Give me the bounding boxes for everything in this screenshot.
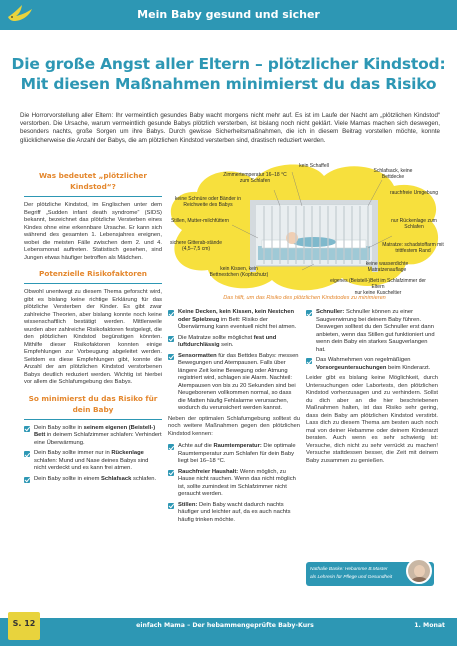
label-no-toys: nur keine Kuscheltier (354, 290, 402, 296)
crib-infographic (162, 160, 447, 295)
paragraph-conclusion: Leider gibt es bislang keine Möglichkeit, durch Untersuchungen oder Labortests, den plötzlichen Kindstod vorherzusagen und zu verhindern. Sollst du dich aber an die hier beschriebenen Maßnahmen halten, ist das Risiko sehr gering, dass dein Baby am plötzlichen Kindstod verstirbt. Lass dich zu diesem Thema am besten auch noch mal von deiner Hebamme oder deinem Kinderarzt beraten. Auch wenn es sehr schwierig ist: Versuche, dich nicht zu sehr verrückt zu machen! Versuche stattdessen besser, die Zeit mit deinem Baby zusammen zu genießen. (306, 375, 438, 464)
label-back-position: nur Rückenlage zum Schlafen (391, 218, 437, 230)
checkbox-icon (168, 354, 174, 360)
heading-minimize-risk: So minimierst du das Risiko für dein Baby (24, 393, 162, 420)
label-mattress: Matratze: schadstoffarm mit trittfestem Rand (382, 242, 444, 254)
paragraph-further-measures: Neben der optimalen Schlafumgebung solltest du noch weitere Maßnahmen gegen den plötzlichen Kindstod kennen: (168, 415, 300, 437)
headline-line-2: Mit diesen Maßnahmen minimierst du das Risiko (20, 75, 437, 93)
list-item: Die Matratze sollte möglichst fest und luftdurchlässig sein. (168, 335, 300, 350)
infographic-caption: Das hilft, um das Risiko des plötzlichen Kindstodes zu minimieren (223, 295, 386, 301)
heading-risk-factors: Potenzielle Risikofaktoren (24, 268, 162, 284)
checkbox-icon (168, 470, 174, 476)
list-item: Sensormatten für das Bettdes Babys: messen Bewegungen und Atempausen. Falls über längere Zeit keine Bewegung oder Atmung registriert wird, schlagen sie Alarm. Nachteil: Atempausen von bis zu 20 Sekunden sind bei Neugeborenen vollkommen normal, so dass die Matten häufig Fehlalarme verursachen, wodurch du verunsichert werden kannst. (168, 353, 300, 413)
list-item: Achte auf die Raumtemperatur: Die optimale Raumtemperatur zum Schlafen für dein Baby liegt bei 16–18 °C. (168, 443, 300, 466)
paragraph-sids-definition: Der plötzliche Kindstod, im Englischen unter dem Begriff „Sudden infant death syndrome“ (SIDS) bekannt, bezeichnet das plötzliche Versterben eines Kindes ohne eine erkennbare Ursache. Er kann sich während des gesamten 1. Lebensjahres ereignen, wobei die meisten Fälle zwischen dem 2. und 4. Lebensmonat auftreten. Statistisch gesehen, sind Jungen etwas häufiger betroffen als Mädchen. (24, 202, 162, 261)
label-bar-spacing: sichere Gitterab-stände (4,5–7,5 cm) (170, 240, 222, 252)
label-breastfeeding: Stillen, Mutter-milchfüttern (170, 218, 230, 224)
right-column (306, 307, 438, 470)
heading-what-is-sids: Was bedeutet „plötzlicher Kindstod“? (24, 170, 162, 197)
checkbox-icon (24, 477, 30, 483)
checkbox-icon (168, 310, 174, 316)
label-no-sheepskin: kein Schaffell (299, 163, 329, 169)
checklist-middle-top (168, 309, 300, 413)
list-item: Stillen: Dein Baby wacht dadurch nachts häufiger und leichter auf, da es auch nachts häufig trinken möchte. (168, 502, 300, 525)
list-item: Dein Baby sollte in einem Schlafsack schlafen. (24, 476, 162, 484)
section-title: Mein Baby gesund und sicher (137, 8, 320, 21)
author-credit (310, 566, 402, 581)
intro-paragraph: Die Horrorvorstellung aller Eltern: Ihr vermeintlich gesundes Baby wacht morgens nicht mehr auf. Es ist im Laufe der Nacht am „plötzlichen Kindstod“ verstorben. Die Ursache, warum vermeintlich gesunde Babys plötzlich versterben, ist bislang noch nicht geklärt. Viele Mamas machen sich deswegen, besonders nachts, große Sorgen um ihre Babys. Durch gewisse Sicherheitsmaßnahmen, die ich in diesem Beitrag vorstellen möchte, konnte glücklicherweise die Anzahl der Babys, die am plötzlichen Kindstod versterben sind, drastisch reduziert werden. (20, 112, 440, 144)
paragraph-risk-factors: Obwohl unentwegt zu diesem Thema geforscht wird, gibt es bislang keine richtige Erklärung für das plötzliche Versterben der Kinder. Es gibt zwar zahlreiche Theorien, aber bislang konnte noch keine wissenschaftlich bestätigt werden. Mittlerweile wurden aber zahlreiche Risikofaktoren festgelegt, die den plötzlichen Kindstod begünstigen könnten. Mithilfe dieser Risikofaktoren konnten einige Empfehlungen zur Vorbeugung abgeleitet werden. Seitdem es diese Empfehlungen gibt, konnte die Anzahl der am plötzlichen Kindstod verstorbenen Babys deutlich reduziert werden. Wichtig ist hierbei vor allem die Schlafumgebung des Babys. (24, 289, 162, 385)
list-item: Keine Decken, kein Kissen, kein Nestchen oder Spielzeug im Bett: Risiko der Überwärmung kann eventuell nicht frei atmen. (168, 309, 300, 332)
footer-course-title: einfach Mama – Der hebammengeprüfte Baby-Kurs (136, 622, 314, 629)
checklist-left (24, 425, 162, 484)
checklist-right (306, 309, 438, 372)
list-item: Schnuller: Schnuller können zu einer Saugverwirrung bei deinem Baby führen. Deswegen solltest du den Schnuller erst dann anbieten, wenn das Stillen gut funktioniert und wenn dein Baby ein starkes Saugverlangen hat. (306, 309, 438, 354)
footer-month: 1. Monat (414, 622, 445, 629)
avatar (406, 558, 432, 584)
label-no-waterbed: keine wasserdichte Matratzenauflage (365, 261, 409, 273)
label-no-cords: keine Schnüre oder Bänder in Reichweite des Babys (174, 196, 242, 208)
list-item: Das Wahrnehmen von regelmäßigen Vorsorgeuntersuchungen beim Kinderarzt. (306, 357, 438, 372)
checkbox-icon (168, 336, 174, 342)
page-number: S. 12 (12, 619, 36, 628)
middle-column (168, 307, 300, 527)
author-role: als Lehrerin für Pflege und Gesundheit (310, 574, 393, 580)
list-item: Dein Baby sollte in seinem eigenen (Beistell-) Bett in deinem Schlafzimmer schlafen: Verhindert eine Überwärmung. (24, 425, 162, 448)
checkbox-icon (306, 310, 312, 316)
list-item: Rauchfreier Haushalt: Wenn möglich, zu Hause nicht rauchen. Wenn das nicht möglich ist, sollte zumindest im Schlafzimmer nicht geraucht werden. (168, 469, 300, 499)
label-no-pillow: kein Kissen, kein Bettnestchen (Kopfschutz) (209, 266, 269, 278)
page-headline (10, 54, 447, 94)
author-name: Nathalie Baske: Hebamme B.Master (310, 567, 388, 572)
checkbox-icon (24, 426, 30, 432)
label-smoke-free: rauchfreie Umgebung (389, 190, 439, 196)
author-box (306, 562, 434, 586)
label-sleeping-bag: Schlafsack, keine Bettdecke (373, 168, 413, 180)
list-item: Dein Baby sollte immer nur in Rückenlage schlafen: Mund und Nase deines Babys sind nicht verdeckt und es kann frei atmen. (24, 450, 162, 473)
checkbox-icon (24, 451, 30, 457)
checklist-middle-bottom (168, 443, 300, 524)
checkbox-icon (306, 358, 312, 364)
label-room-temperature: Zimmertemperatur 16–18 °C zum Schlafen (223, 172, 287, 184)
headline-line-1: Die große Angst aller Eltern – plötzlicher Kindstod: (11, 55, 446, 73)
left-column (24, 170, 162, 486)
checkbox-icon (168, 503, 174, 509)
label-own-bed: eigenes (Beistell-)Bett im Schlafzimmer der Eltern (330, 278, 426, 290)
checkbox-icon (168, 444, 174, 450)
